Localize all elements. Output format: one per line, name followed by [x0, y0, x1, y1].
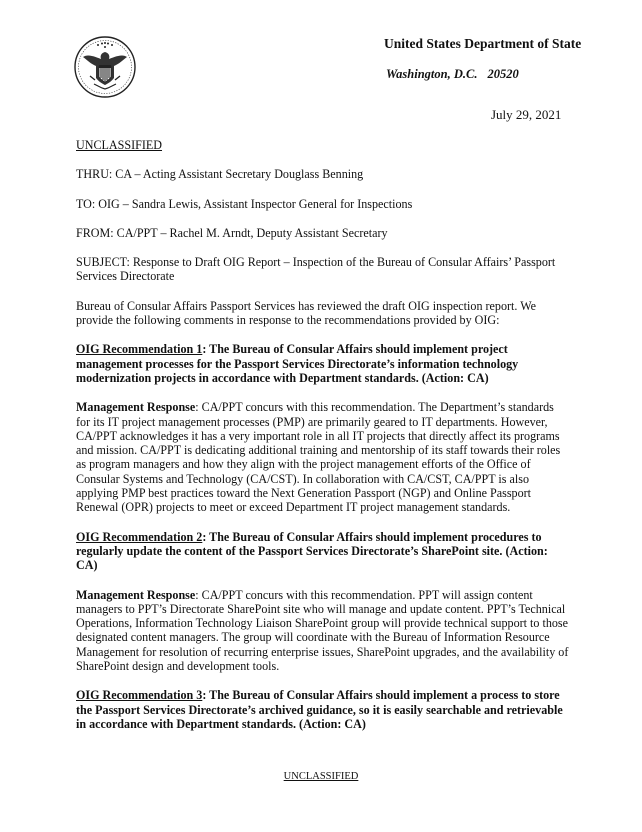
classification-marking: UNCLASSIFIED — [76, 138, 163, 152]
management-response-1 — [76, 400, 570, 514]
us-department-of-state-seal-icon — [74, 36, 136, 98]
memo-from: FROM: CA/PPT – Rachel M. Arndt, Deputy Assistant Secretary — [76, 225, 388, 240]
recommendation-label: OIG Recommendation 3 — [76, 688, 203, 703]
footer-classification-text: UNCLASSIFIED — [283, 771, 359, 782]
response-text: : CA/PPT concurs with this recommendation. The Department’s standards for its IT project management processes (PMP) are primarily geared to IT departments. However, CA/PPT acknowledges it has a very important role in all IT projects that directly affect its programs and mission. CA/PPT is dedicating additional training and mentorship of its staff towards their roles as program managers and how they align with the project management efforts of the Office of Consular Systems and Technology (CA/CST). In collaboration with CA/CST, CA/PPT is also applying PMP best practices toward the Next Generation Passport (NGP) and Online Passport Renewal (OPR) projects to meet or exceed Department IT project management standards. — [76, 400, 561, 515]
recommendation-label: OIG Recommendation 1 — [76, 342, 203, 357]
recommendation-text: : The Bureau of Consular Affairs should implement project management processes for the Passport Services Directorate’s information technology modernization projects in accordance with Department standards. (Action: CA) — [76, 342, 519, 385]
recommendation-2 — [76, 530, 570, 573]
recommendation-1 — [76, 342, 570, 385]
department-name: United States Department of State — [384, 36, 582, 51]
letter-date: July 29, 2021 — [491, 107, 562, 122]
memo-thru: THRU: CA – Acting Assistant Secretary Douglass Benning — [76, 167, 364, 182]
footer-classification — [0, 771, 642, 782]
letterhead-address — [386, 67, 519, 82]
recommendation-3 — [76, 688, 570, 731]
letterhead-zip: 20520 — [487, 67, 519, 81]
management-response-2 — [76, 588, 570, 674]
recommendation-label: OIG Recommendation 2 — [76, 529, 203, 544]
intro-paragraph: Bureau of Consular Affairs Passport Services has reviewed the draft OIG inspection report. We provide the following comments in response to the recommendations provided by OIG: — [76, 298, 537, 328]
response-text: : CA/PPT concurs with this recommendation. PPT will assign content managers to PPT’s Directorate SharePoint site who will manage and update content. PPT’s Technical Operations, Information Technology Liaison SharePoint group will provide technical support to those designated content managers. The group will coordinate with the Bureau of Information Resource Management for resolution of recurring enterprise issues, SharePoint upgrades, and the availability of SharePoint design and development tools. — [76, 587, 569, 674]
response-label: Management Response — [76, 400, 196, 415]
letter-body — [76, 138, 570, 746]
recommendation-text: : The Bureau of Consular Affairs should implement a process to store the Passport Services Directorate’s archived guidance, so it is easily searchable and retrievable in accordance with Department standards. (Action: CA) — [76, 688, 563, 731]
letterhead-city: Washington, D.C. — [386, 67, 478, 81]
memo-subject: SUBJECT: Response to Draft OIG Report – Inspection of the Bureau of Consular Affairs’ Passport Services Directorate — [76, 255, 556, 284]
recommendation-text: : The Bureau of Consular Affairs should implement procedures to regularly update the content of the Passport Services Directorate’s SharePoint site. (Action: CA) — [76, 529, 548, 573]
response-label: Management Response — [76, 587, 196, 602]
memo-to: TO: OIG – Sandra Lewis, Assistant Inspector General for Inspections — [76, 196, 413, 211]
